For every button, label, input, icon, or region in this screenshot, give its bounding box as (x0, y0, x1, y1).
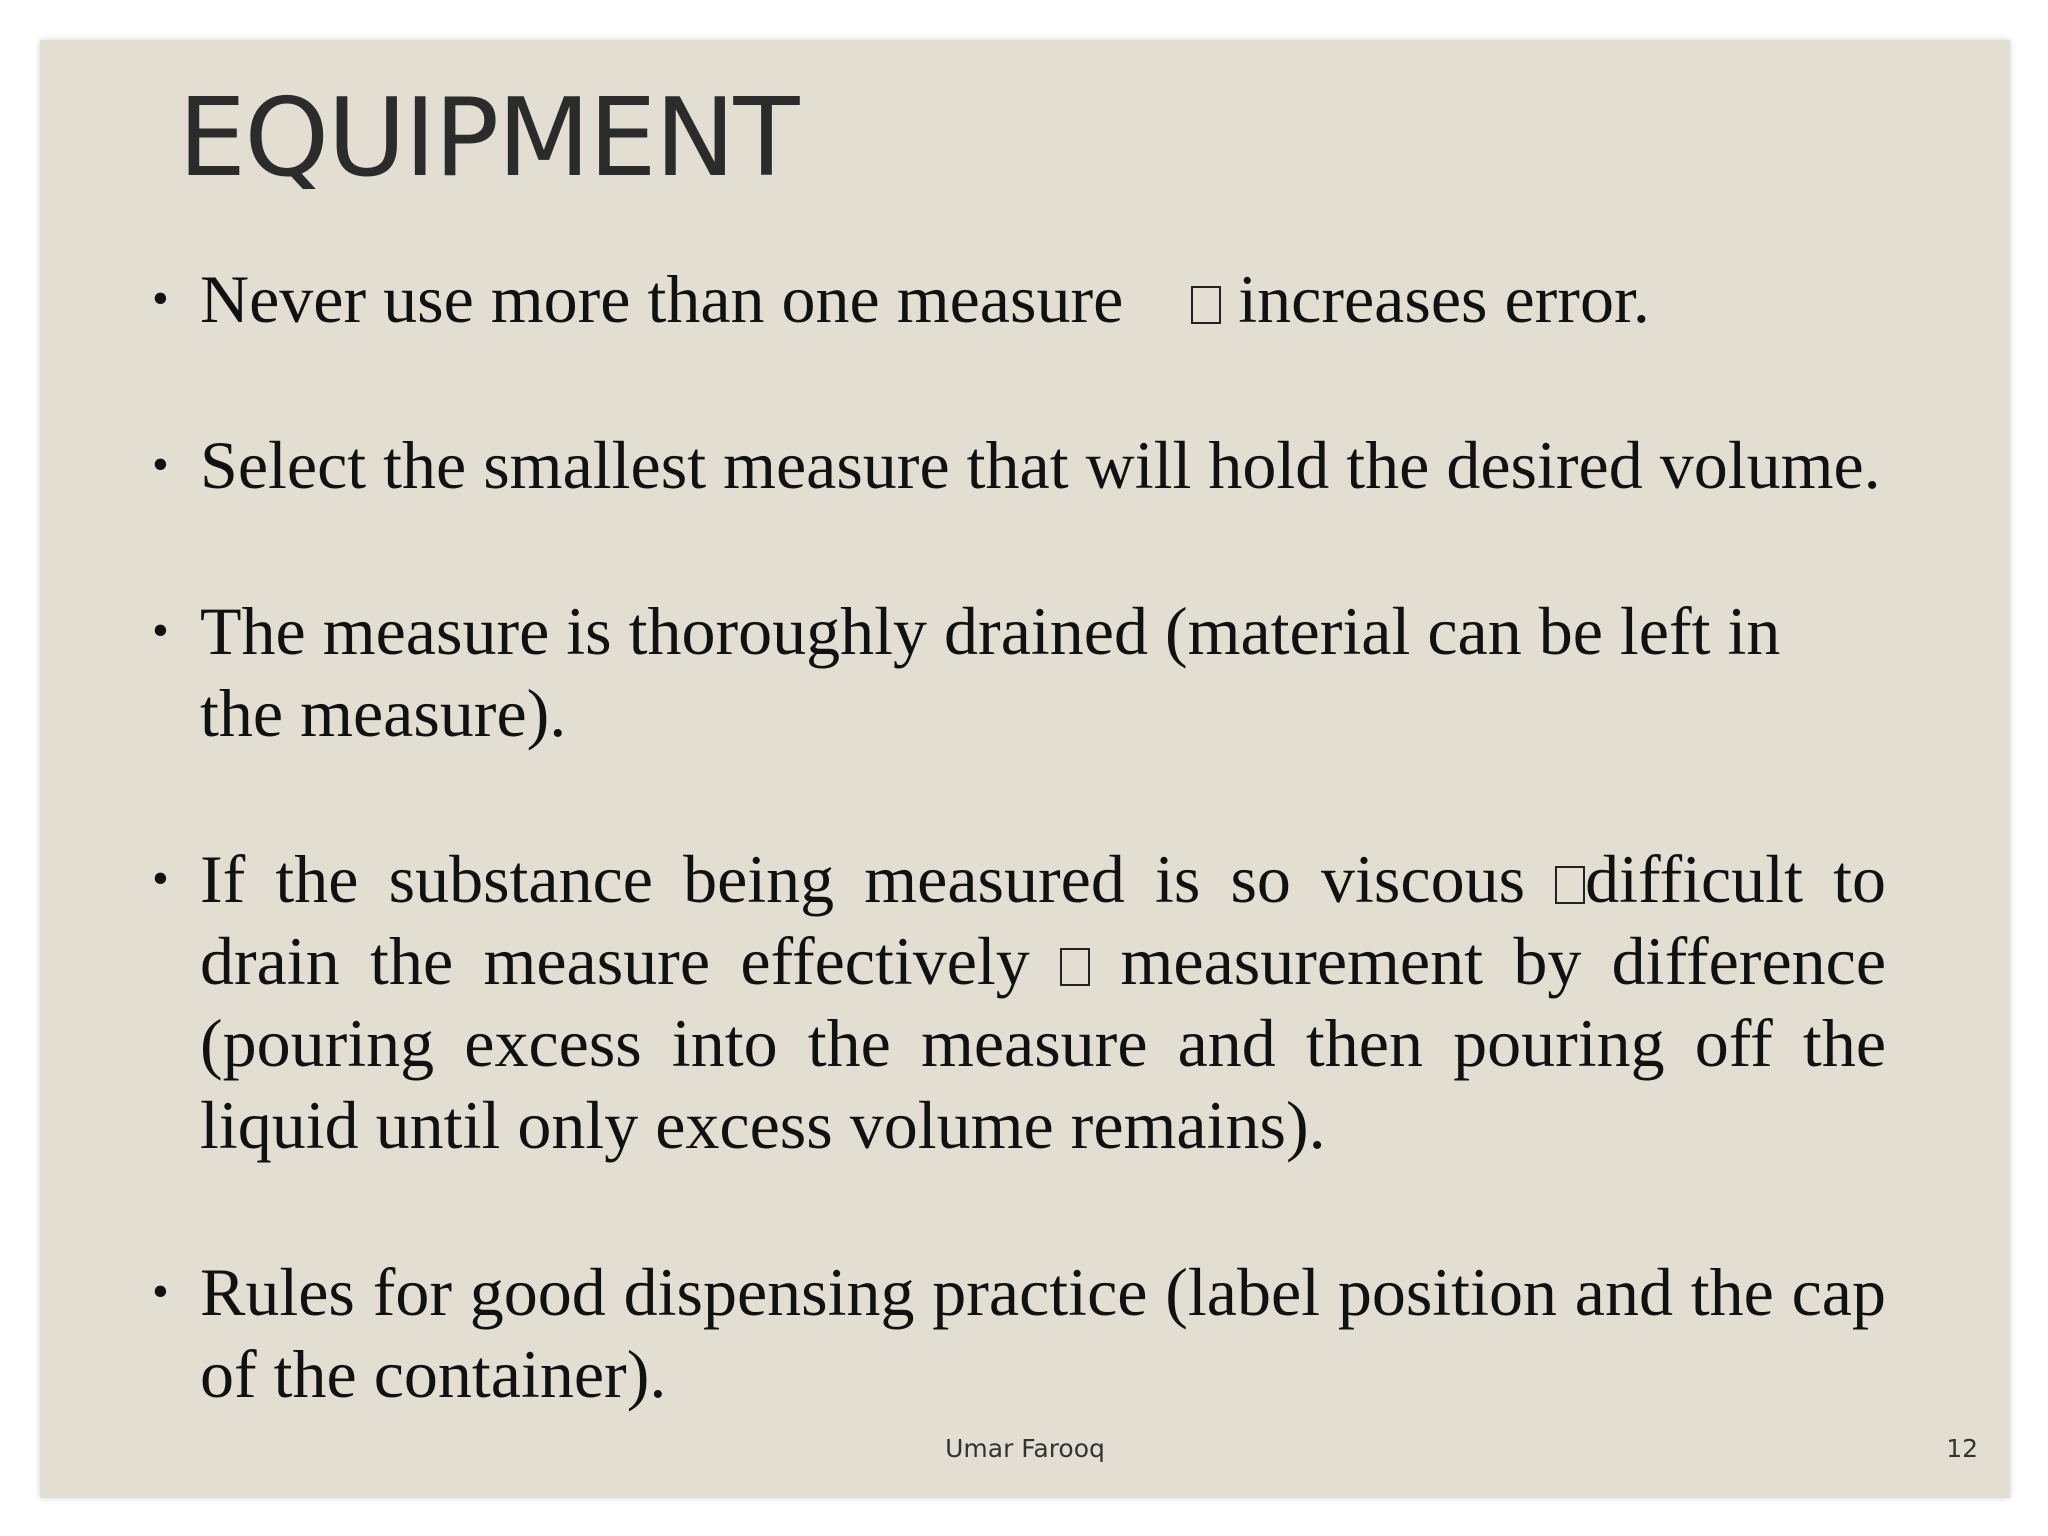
missing-glyph-icon (1060, 948, 1090, 986)
bullet-text: Rules for good dispensing practice (label position and the cap of the container). (200, 1254, 1886, 1412)
slide-title: EQUIPMENT (178, 76, 798, 201)
bullet-item-3 (152, 590, 1860, 754)
missing-glyph-icon (1555, 866, 1585, 904)
bullet-icon: • (152, 852, 169, 905)
bullet-item-4 (152, 838, 1886, 1166)
footer-author: Umar Farooq (945, 1434, 1105, 1463)
bullet-icon: • (152, 272, 169, 325)
bullet-text: increases error. (1221, 261, 1650, 337)
page-number: 12 (1946, 1434, 1978, 1463)
bullet-text: Select the smallest measure that will hold the desired volume. (200, 427, 1881, 503)
bullet-item-2 (152, 424, 1886, 506)
slide (40, 40, 2010, 1498)
bullet-icon: • (152, 604, 169, 657)
bullet-item-5 (152, 1251, 1886, 1415)
missing-glyph-icon (1191, 286, 1221, 324)
bullet-item-1 (152, 258, 1886, 340)
bullet-text: If the substance being measured is so viscous (200, 841, 1556, 917)
bullet-list (40, 40, 2010, 1498)
bullet-text: difficult to drain the measure effectively (200, 841, 1886, 999)
bullet-text: measurement by difference (pouring excess into the measure and then pouring off the liquid until only excess volume remains). (200, 923, 1886, 1163)
bullet-icon: • (152, 1265, 169, 1318)
bullet-text: Never use more than one measure (200, 261, 1141, 337)
bullet-icon: • (152, 438, 169, 491)
bullet-text: The measure is thoroughly drained (material can be left in the measure). (200, 593, 1781, 751)
